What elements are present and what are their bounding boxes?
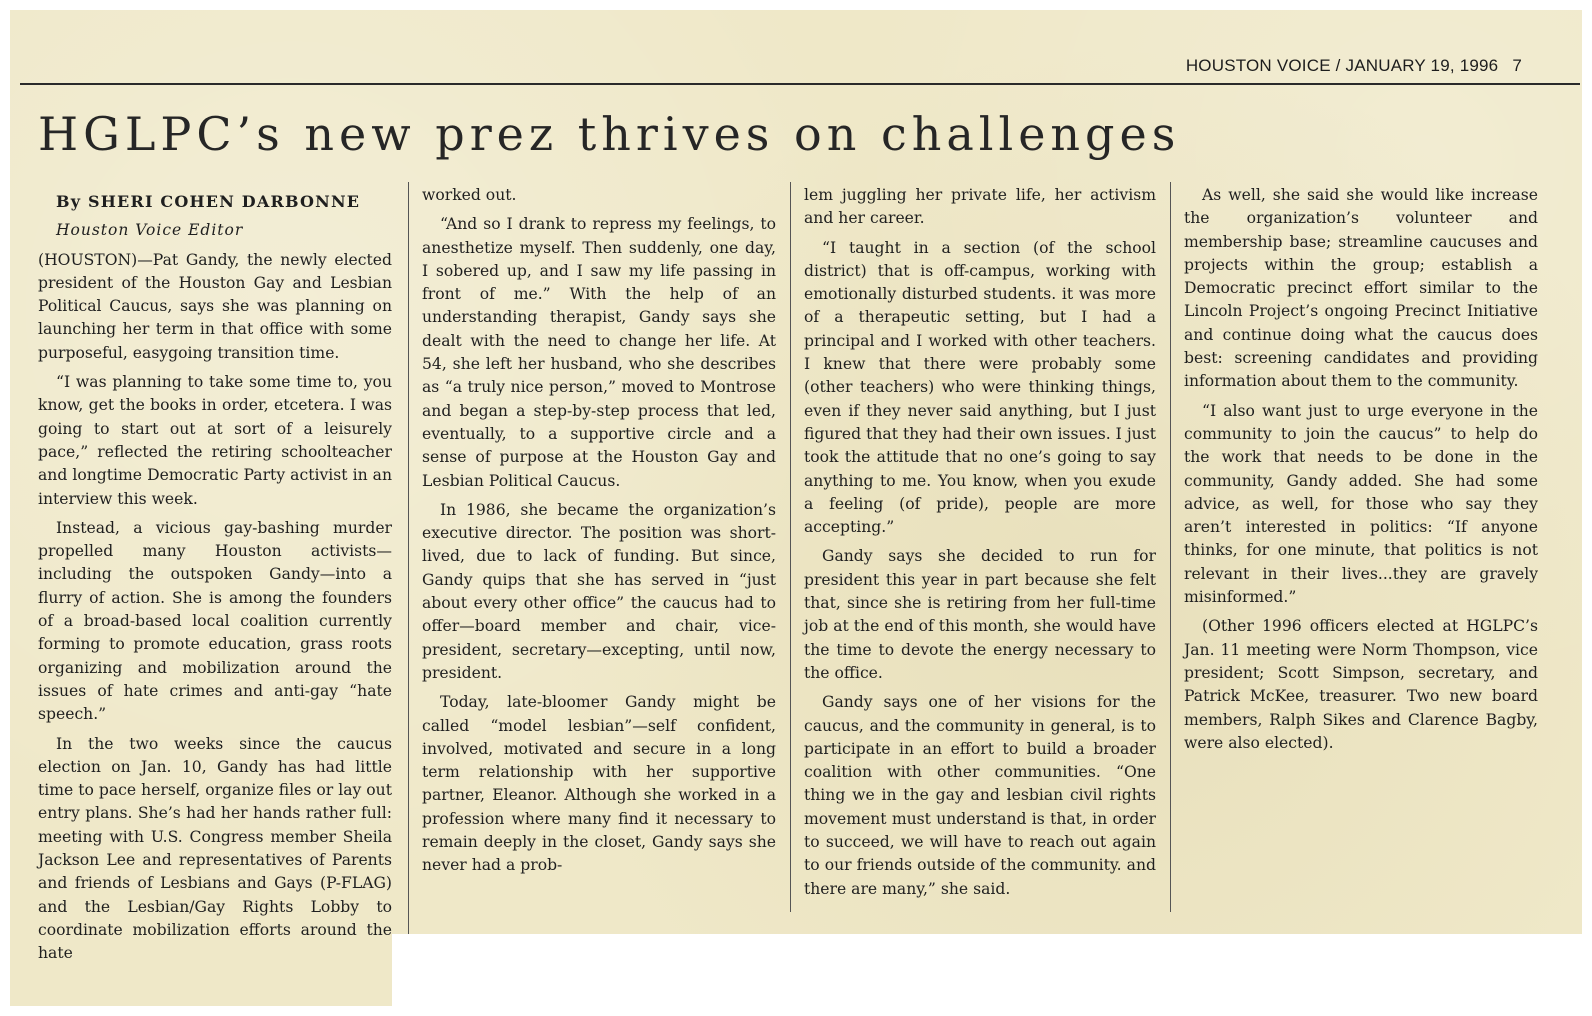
column-rule <box>790 182 791 912</box>
paragraph: “I also want just to urge everyone in the community to join the caucus” to help do the work that needs to be done in the community, Gandy added. She had some advice, as well, for those who say they aren’t interested in politics: “If anyone thinks, for one minute, that politics is not relevant in their lives...they are gravely misinformed.” <box>1184 401 1538 607</box>
byline: By SHERI COHEN DARBONNE <box>56 192 361 211</box>
paragraph: Gandy says one of her visions for the caucus, and the community in general, is to participate in an effort to build a broader coalition with other communities. “One thing we in the gay and lesbian civil rights movement must understand is that, in order to succeed, we will have to reach out again to our friends outside of the community. and there are many,” she said. <box>804 693 1156 898</box>
article-column-2 <box>422 184 776 884</box>
author-title: Houston Voice Editor <box>56 221 244 240</box>
paragraph: “I taught in a section (of the school district) that is off-campus, working with emotionally disturbed students. it was more of a therapeutic setting, but I had a principal and I worked with other teachers. I knew that there were probably some (other teachers) who were thinking things, even if they never said anything, but I just figured that they had their own issues. I just took the attitude that no one’s going to say anything to me. You know, when you exude a feeling (of pride), people are more accepting.” <box>804 238 1156 537</box>
paragraph: lem juggling her private life, her activism and her career. <box>804 186 1156 228</box>
column-rule <box>1170 182 1171 912</box>
paragraph: “And so I drank to repress my feelings, to anesthetize myself. Then suddenly, one day, I sobered up, and I saw my life passing in front of me.” With the help of an understanding therapist, Gandy says she dealt with the need to change her life. At 54, she left her husband, who she describes as “a truly nice person,” moved to Montrose and began a step-by-step process that led, eventually, to a supportive circle and a sense of purpose at the Houston Gay and Lesbian Political Caucus. <box>422 215 776 490</box>
paragraph: Today, late-bloomer Gandy might be called “model lesbian”—self confident, involved, motivated and secure in a long term relationship with her supportive partner, Eleanor. Although she worked in a profession where many find it necessary to remain deeply in the closet, Gandy says she never had a prob- <box>422 693 776 875</box>
paragraph: (HOUSTON)—Pat Gandy, the newly elected president of the Houston Gay and Lesbian Political Caucus, says she was planning on launching her term in that office with some purposeful, easygoing transition time. <box>38 250 392 362</box>
paragraph: In the two weeks since the caucus election on Jan. 10, Gandy has had little time to pace herself, organize files or lay out entry plans. She’s had her hands rather full: meeting with U.S. Congress member Sheila Jackson Lee and representatives of Parents and friends of Lesbians and Gays (P-FLAG) and the Lesbian/Gay Rights Lobby to coordinate mobilization efforts around the hate <box>38 734 392 963</box>
paragraph: Gandy says she decided to run for president this year in part because she felt that, since she is retiring from her full-time job at the end of this month, she would have the time to devote the energy necessary to the office. <box>804 547 1156 682</box>
paragraph: worked out. <box>422 186 517 204</box>
header-rule <box>20 83 1580 85</box>
article-column-3 <box>804 184 1156 907</box>
paragraph: As well, she said she would like increase the organization’s volunteer and membership base; streamline caucuses and projects within the group; establish a Democratic precinct effort similar to the Lincoln Project’s ongoing Precinct Initiative and continue doing what the caucus does best: screening candidates and providing information about them to the community. <box>1184 186 1538 391</box>
article-column-1 <box>38 190 392 972</box>
scan-background <box>1116 934 1592 1016</box>
paragraph: Instead, a vicious gay-bashing murder propelled many Houston activists—including the outspoken Gandy—into a flurry of action. She is among the founders of a broad-based local coalition currently forming to promote education, grass roots organizing and mobilization around the issues of hate crimes and anti-gay “hate speech.” <box>38 518 392 724</box>
newspaper-clipping <box>10 10 1582 1006</box>
paragraph: “I was planning to take some time to, you know, get the books in order, etcetera. I was going to start out at sort of a leisurely pace,” reflected the retiring schoolteacher and longtime Democratic Party activist in an interview this week. <box>38 373 392 508</box>
paragraph: (Other 1996 officers elected at HGLPC’s Jan. 11 meeting were Norm Thompson, vice president; Scott Simpson, secretary, and Patrick McKee, treasurer. Two new board members, Ralph Sikes and Clarence Bagby, were also elected). <box>1184 617 1538 752</box>
article-column-4 <box>1184 184 1538 761</box>
page-number: 7 <box>1512 56 1522 75</box>
paragraph: In 1986, she became the organization’s executive director. The position was short-lived, due to lack of funding. But since, Gandy quips that she has served in “just about every other office” the caucus had to offer—board member and chair, vice-president, secretary—excepting, until now, president. <box>422 500 776 682</box>
headline: HGLPC’s new prez thrives on challenges <box>38 107 1181 161</box>
column-rule <box>408 182 409 1002</box>
page-folio <box>1186 56 1522 76</box>
scan-background <box>392 934 1116 1016</box>
publication-dateline: HOUSTON VOICE / JANUARY 19, 1996 <box>1185 56 1499 75</box>
